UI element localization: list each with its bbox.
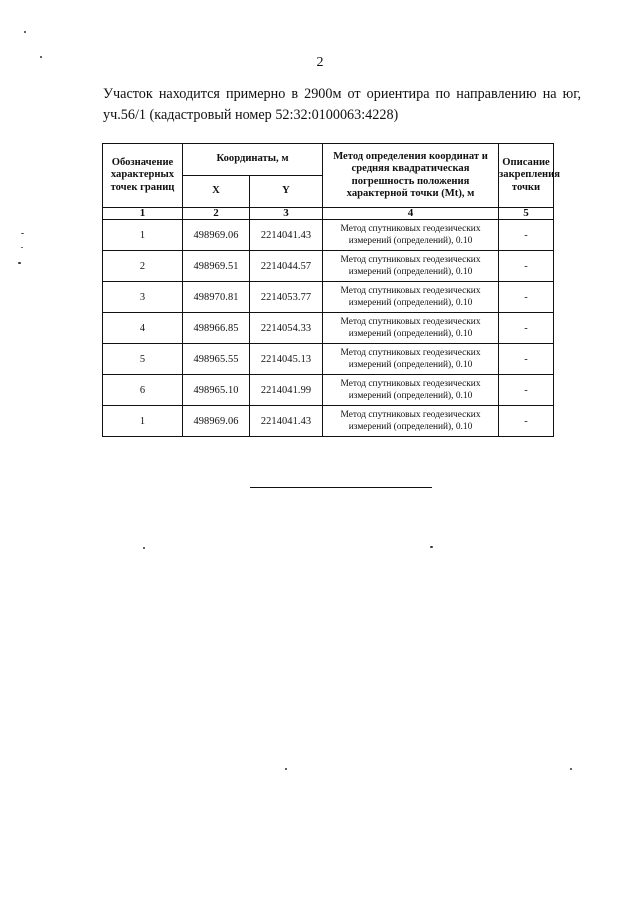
y-coordinate: 2214053.77	[250, 282, 323, 313]
scan-speck	[40, 56, 42, 58]
method-cell: Метод спутниковых геодезических измерений (определений), 0.10	[323, 313, 499, 344]
table-row	[103, 313, 554, 344]
x-coordinate: 498966.85	[183, 313, 250, 344]
method-cell: Метод спутниковых геодезических измерений (определений), 0.10	[323, 375, 499, 406]
fixing-description: -	[499, 375, 554, 406]
x-coordinate: 498969.06	[183, 220, 250, 251]
method-cell: Метод спутниковых геодезических измерений (определений), 0.10	[323, 344, 499, 375]
page-number: 2	[316, 55, 324, 70]
signature-line	[250, 487, 432, 488]
table-row	[103, 220, 554, 251]
method-cell: Метод спутниковых геодезических измерений (определений), 0.10	[323, 406, 499, 437]
header-coordinates: Координаты, м	[183, 144, 323, 176]
column-number: 5	[499, 208, 554, 220]
x-coordinate: 498969.06	[183, 406, 250, 437]
method-cell: Метод спутниковых геодезических измерений (определений), 0.10	[323, 220, 499, 251]
point-id: 4	[103, 313, 183, 344]
table-row	[103, 406, 554, 437]
fixing-description: -	[499, 406, 554, 437]
scan-speck	[570, 768, 572, 770]
fixing-description: -	[499, 344, 554, 375]
column-number: 2	[183, 208, 250, 220]
x-coordinate: 498965.10	[183, 375, 250, 406]
boundary-points-table	[102, 143, 560, 437]
point-id: 1	[103, 406, 183, 437]
scan-speck	[21, 233, 24, 234]
scan-speck	[285, 768, 287, 770]
header-description: Описание закрепления точки	[499, 144, 554, 208]
x-coordinate: 498965.55	[183, 344, 250, 375]
point-id: 6	[103, 375, 183, 406]
point-id: 1	[103, 220, 183, 251]
header-method: Метод определения координат и средняя квадратическая погрешность положения характерной точки (Mt), м	[323, 144, 499, 208]
fixing-description: -	[499, 282, 554, 313]
fixing-description: -	[499, 251, 554, 282]
header-y: Y	[250, 176, 323, 208]
table-row	[103, 344, 554, 375]
y-coordinate: 2214044.57	[250, 251, 323, 282]
column-number: 3	[250, 208, 323, 220]
scan-speck	[21, 247, 23, 248]
header-x: X	[183, 176, 250, 208]
table-row	[103, 251, 554, 282]
method-cell: Метод спутниковых геодезических измерений (определений), 0.10	[323, 251, 499, 282]
y-coordinate: 2214041.43	[250, 406, 323, 437]
method-cell: Метод спутниковых геодезических измерений (определений), 0.10	[323, 282, 499, 313]
x-coordinate: 498970.81	[183, 282, 250, 313]
fixing-description: -	[499, 313, 554, 344]
point-id: 2	[103, 251, 183, 282]
point-id: 3	[103, 282, 183, 313]
location-description: Участок находится примерно в 2900м от ориентира по направлению на юг, уч.56/1 (кадастровый номер 52:32:0100063:4228)	[103, 86, 581, 123]
y-coordinate: 2214041.99	[250, 375, 323, 406]
point-id: 5	[103, 344, 183, 375]
column-number: 1	[103, 208, 183, 220]
scan-speck	[24, 31, 26, 33]
y-coordinate: 2214054.33	[250, 313, 323, 344]
fixing-description: -	[499, 220, 554, 251]
header-designation: Обозначение характерных точек границ	[103, 144, 183, 208]
scan-speck	[143, 547, 145, 549]
scan-speck	[18, 262, 21, 264]
scan-speck	[430, 546, 433, 548]
table-row	[103, 282, 554, 313]
column-number: 4	[323, 208, 499, 220]
y-coordinate: 2214045.13	[250, 344, 323, 375]
column-number-row	[103, 208, 554, 220]
x-coordinate: 498969.51	[183, 251, 250, 282]
y-coordinate: 2214041.43	[250, 220, 323, 251]
table-row	[103, 375, 554, 406]
